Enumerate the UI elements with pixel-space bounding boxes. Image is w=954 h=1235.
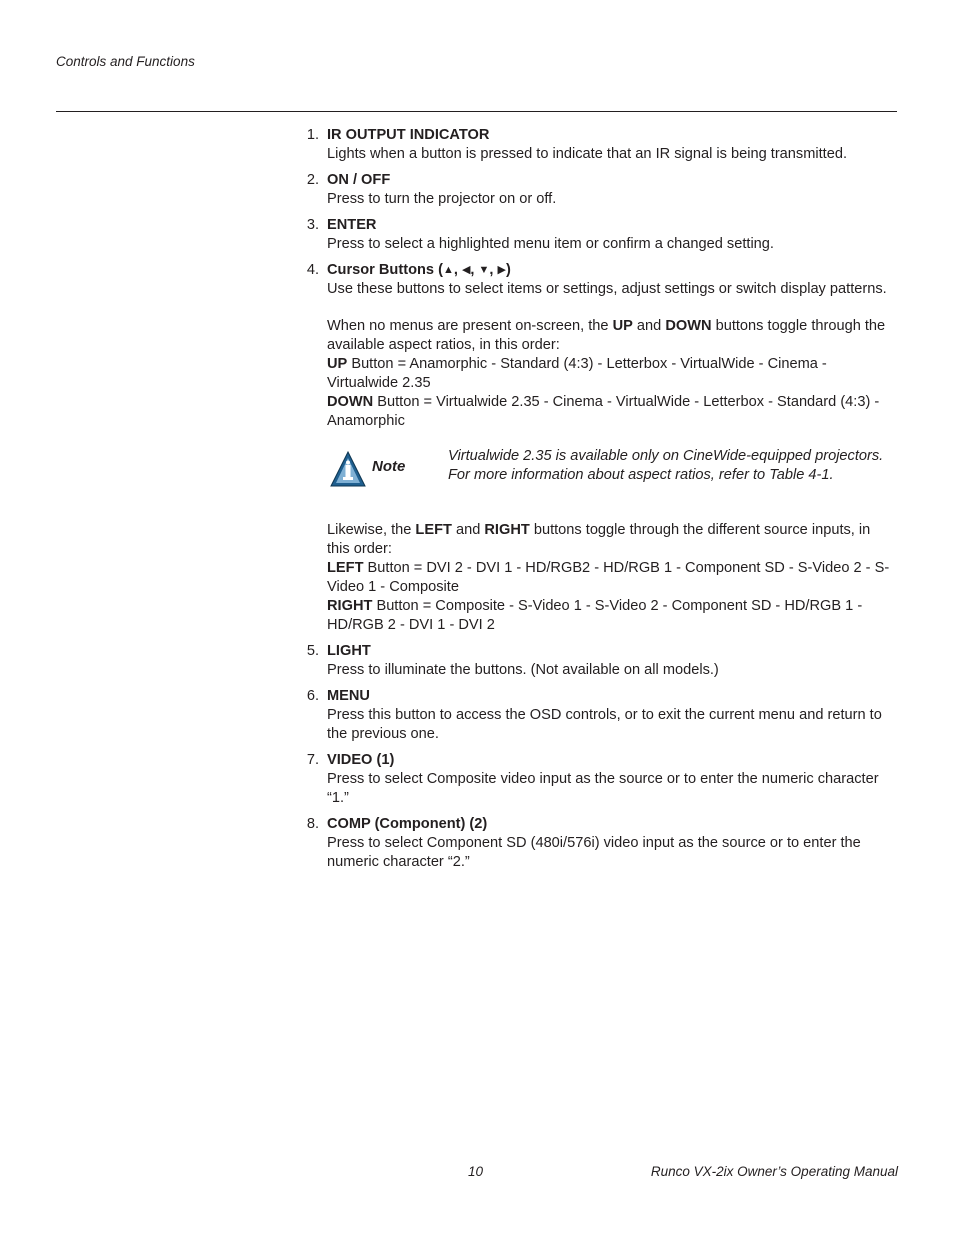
list-item-cursor-buttons [297, 261, 897, 635]
list-item-on-off [297, 171, 897, 209]
item-description: Use these buttons to select items or settings, adjust settings or switch display patterns. [327, 281, 887, 297]
item-number: 6. [306, 688, 319, 704]
item-title: IR OUTPUT INDICATOR [327, 127, 490, 143]
page-number: 10 [468, 1164, 484, 1179]
item-number: 7. [306, 752, 319, 768]
note-text: Virtualwide 2.35 is available only on CineWide-equipped projectors. For more information about aspect ratios, refer to Table 4-1. [448, 448, 884, 483]
item-title [327, 261, 897, 280]
right-label: RIGHT [327, 598, 373, 614]
list-item-ir-output [297, 126, 897, 164]
list-item-menu [297, 687, 897, 744]
note-icon [330, 451, 366, 487]
item-description: Press this button to access the OSD controls, or to exit the current menu and return to the previous one. [327, 707, 882, 742]
page-header-title: Controls and Functions [56, 54, 195, 69]
title-separator: , [470, 262, 479, 278]
item-description: Press to select a highlighted menu item or confirm a changed setting. [327, 236, 774, 252]
aspect-intro-text: and [632, 318, 666, 334]
item-title: COMP (Component) (2) [327, 816, 488, 832]
title-suffix: ) [505, 262, 511, 278]
item-number: 8. [306, 816, 319, 832]
controls-list [297, 126, 897, 879]
left-arrow-icon: ◀ [461, 264, 471, 276]
item-title: LIGHT [327, 643, 371, 659]
up-button-order [327, 355, 897, 393]
right-keyword: RIGHT [484, 522, 530, 538]
source-intro-text: buttons toggle through the different source inputs, in this order: [327, 522, 871, 557]
item-description: Press to turn the projector on or off. [327, 191, 557, 207]
aspect-intro-paragraph [327, 317, 897, 355]
right-order-text: Button = Composite - S-Video 1 - S-Video 2 - Component SD - HD/RGB 1 - HD/RGB 2 - DVI 1 - DVI 2 [327, 598, 863, 633]
item-number: 1. [306, 127, 319, 143]
left-button-order [327, 559, 897, 597]
list-item-enter [297, 216, 897, 254]
down-button-order [327, 393, 897, 431]
note-block [327, 447, 897, 505]
up-arrow-icon: ▲ [442, 264, 454, 276]
down-label: DOWN [327, 394, 374, 410]
item-title: ENTER [327, 217, 377, 233]
list-item-video [297, 751, 897, 808]
item-title: VIDEO (1) [327, 752, 395, 768]
source-intro-paragraph [327, 521, 897, 559]
up-keyword: UP [612, 318, 633, 334]
left-keyword: LEFT [415, 522, 452, 538]
item-number: 2. [306, 172, 319, 188]
manual-title: Runco VX-2ix Owner’s Operating Manual [650, 1164, 898, 1179]
item-description: Lights when a button is pressed to indicate that an IR signal is being transmitted. [327, 146, 848, 162]
title-prefix: Cursor Buttons ( [327, 262, 443, 278]
item-title: MENU [327, 688, 370, 704]
list-item-light [297, 642, 897, 680]
up-order-text: Button = Anamorphic - Standard (4:3) - Letterbox - VirtualWide - Cinema - Virtualwide 2.35 [327, 356, 827, 391]
note-label: Note [372, 458, 406, 475]
header-rule [56, 111, 897, 112]
title-separator: , [489, 262, 498, 278]
paragraph-gap [327, 299, 897, 317]
title-separator: , [453, 262, 462, 278]
right-arrow-icon: ▶ [497, 264, 506, 276]
source-intro-text: and [451, 522, 485, 538]
left-label: LEFT [327, 560, 364, 576]
left-order-text: Button = DVI 2 - DVI 1 - HD/RGB2 - HD/RGB 1 - Component SD - S-Video 2 - S-Video 1 - Composite [327, 560, 890, 595]
down-arrow-icon: ▼ [478, 264, 490, 276]
item-number: 3. [306, 217, 319, 233]
item-description: Press to illuminate the buttons. (Not available on all models.) [327, 662, 719, 678]
item-title: ON / OFF [327, 172, 391, 188]
item-description: Press to select Composite video input as the source or to enter the numeric character “1.” [327, 771, 879, 806]
aspect-intro-text: buttons toggle through the available aspect ratios, in this order: [327, 318, 886, 353]
up-label: UP [327, 356, 348, 372]
source-intro-text: Likewise, the [327, 522, 416, 538]
aspect-intro-text: When no menus are present on-screen, the [327, 318, 613, 334]
item-number: 4. [306, 262, 319, 278]
item-description: Press to select Component SD (480i/576i) video input as the source or to enter the numeric character “2.” [327, 835, 861, 870]
list-item-comp [297, 815, 897, 872]
item-number: 5. [306, 643, 319, 659]
right-button-order [327, 597, 897, 635]
down-order-text: Button = Virtualwide 2.35 - Cinema - VirtualWide - Letterbox - Standard (4:3) - Anamorphic [327, 394, 880, 429]
down-keyword: DOWN [665, 318, 712, 334]
